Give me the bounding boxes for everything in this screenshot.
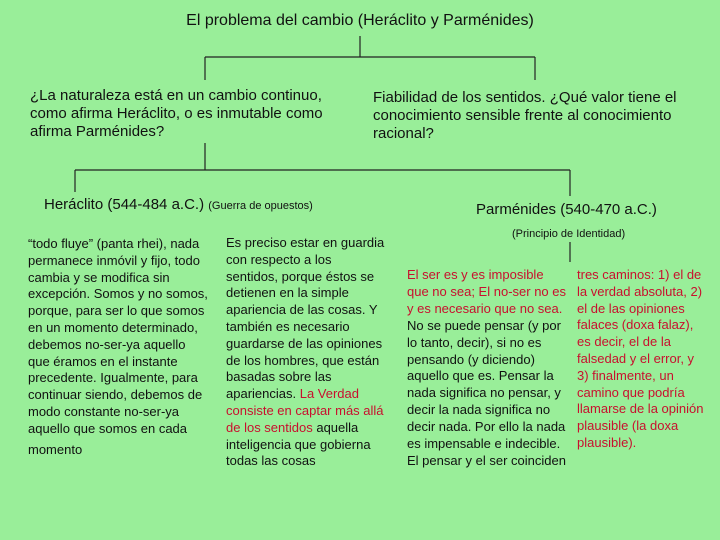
- paths-highlight: tres caminos: 1) el de la verdad absoluta, 2) el de las opiniones falaces (doxa falaz), es decir, el de la falsedad y el error, y 3) finalmente, un camino que podría llamarse de la opinión plausible (la doxa plausible).: [577, 267, 704, 450]
- parmenides-name: Parménides (540-470 a.C.): [476, 201, 657, 218]
- flux-quote: “todo fluye” (panta rhei): [28, 236, 164, 251]
- senses-highlight: La Verdad consiste en captar más allá de los sentidos: [226, 386, 384, 435]
- question-change: ¿La naturaleza está en un cambio continuo, como afirma Heráclito, o es inmutable como afirma Parménides?: [30, 87, 323, 140]
- question-senses: Fiabilidad de los sentidos. ¿Qué valor tiene el conocimiento sensible frente al conocimiento racional?: [373, 89, 677, 142]
- title-prefix: El problema del: [186, 12, 302, 29]
- senses-body: Es preciso estar en guardia con respecto a los sentidos, porque éstos se detienen en la simple apariencia de las cosas. Y también es necesario guardarse de las opiniones de los hombres, que están basadas sobre las apariencias.: [226, 235, 385, 402]
- parmenides-subtitle: (Principio de Identidad): [512, 228, 626, 240]
- page-title: [0, 12, 720, 30]
- flux-body: , nada permanece inmóvil y fijo, todo cambia y se modifica sin excepción. Somos y no somos, porque, para ser lo que somos en un momento determinado, debemos no-ser-ya aquello que éramos en el instante precedente. Igualmente, para continuar siendo, debemos de modo constante no-ser-ya aquello que somos en cada: [28, 236, 208, 436]
- heraclito-subtitle: (Guerra de opuestos): [208, 200, 313, 212]
- title-emphasis: cambio: [301, 12, 354, 29]
- heraclito-flux-text: [28, 236, 208, 458]
- being-body: No se puede pensar (y por lo tanto, decir), si no es pensando (y diciendo) aquello que es. Pensar la nada significa no pensar, y decir la nada significa no decir nada. Por ello la nada es impensable e indecible. El pensar y el ser coinciden: [407, 317, 566, 468]
- heraclito-senses-text: [226, 235, 386, 470]
- heraclito-name: Heráclito (544-484 a.C.): [44, 196, 205, 213]
- flux-last-word: momento: [28, 441, 83, 457]
- parmenides-being-text: [407, 267, 567, 470]
- being-highlight: El ser es y es imposible que no sea; El no-ser no es y es necesario que no sea.: [407, 267, 566, 316]
- title-suffix: (Heráclito y Parménides): [353, 12, 534, 29]
- senses-tail: aquella inteligencia que gobierna todas las cosas: [226, 419, 371, 469]
- heraclito-heading: [44, 196, 313, 213]
- parmenides-paths-text: [577, 267, 707, 452]
